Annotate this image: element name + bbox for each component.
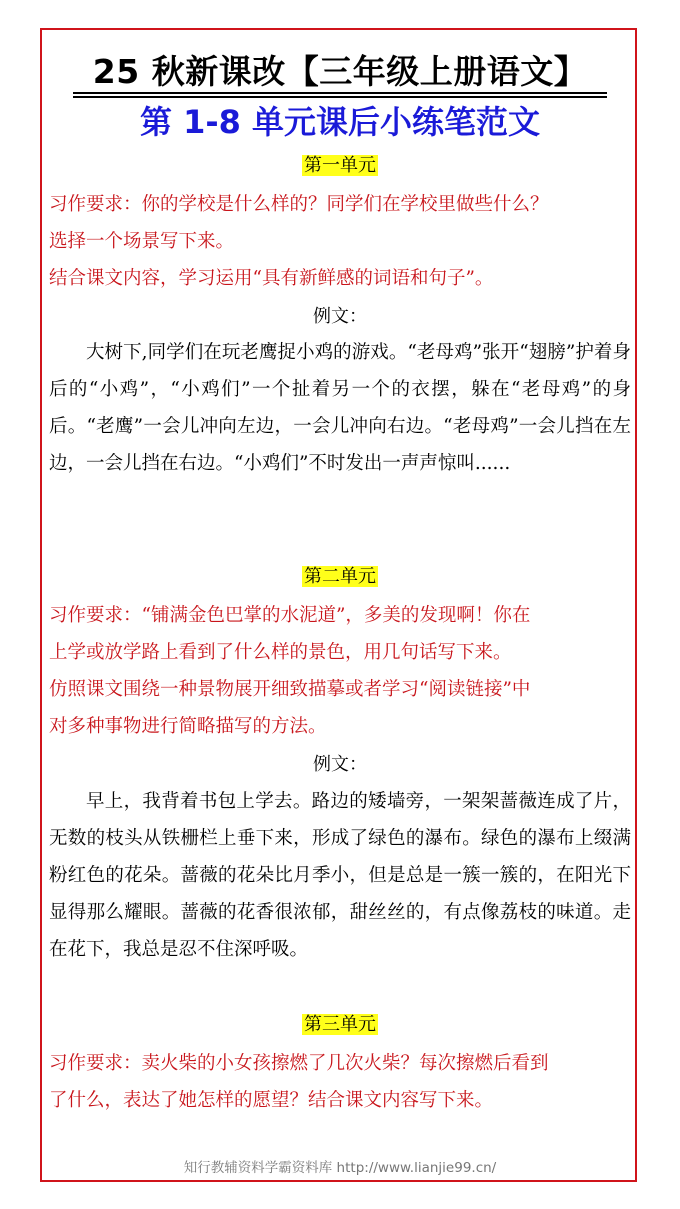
page-title: 25 秋新课改【三年级上册语文】 — [92, 52, 588, 91]
unit-2-requirement-line-1: 习作要求：“铺满金色巴掌的水泥道”，多美的发现啊！你在 — [49, 605, 531, 626]
unit-1-essay: 大树下,同学们在玩老鹰捉小鸡的游戏。“老母鸡”张开“翅膀”护着身后的“小鸡”，“小鸡们”一个扯着另一个的衣摆，躲在“老母鸡”的身后。“老鹰”一会儿冲向左边，一会儿冲向右边。“老母鸡”一会儿挡在左边，一会儿挡在右边。“小鸡们”不时发出一声声惊叫...... — [49, 342, 631, 474]
page-subtitle: 第 1-8 单元课后小练笔范文 — [139, 103, 541, 141]
unit-3-requirement-line-2: 了什么，表达了她怎样的愿望？结合课文内容写下来。 — [49, 1090, 494, 1111]
unit-1-requirement-line-2: 选择一个场景写下来。 — [49, 231, 235, 252]
unit-1-requirement-line-3: 结合课文内容，学习运用“具有新鲜感的词语和句子”。 — [49, 268, 494, 289]
unit-2-example-label: 例文： — [313, 754, 367, 775]
unit-heading-2: 第二单元 — [304, 566, 376, 587]
footer-watermark: 知行教辅资料学霸资料库 http://www.lianjie99.cn/ — [183, 1160, 497, 1176]
unit-3-requirement-line-1: 习作要求：卖火柴的小女孩擦燃了几次火柴？每次擦燃后看到 — [49, 1053, 549, 1074]
unit-heading-3: 第三单元 — [304, 1014, 376, 1035]
unit-2-essay: 早上，我背着书包上学去。路边的矮墙旁，一架架蔷薇连成了片，无数的枝头从铁栅栏上垂下来，形成了绿色的瀑布。绿色的瀑布上缀满粉红色的花朵。蔷薇的花朵比月季小，但是总是一簇一簇的，在阳光下显得那么耀眼。蔷薇的花香很浓郁，甜丝丝的，有点像荔枝的味道。走在花下，我总是忍不住深呼吸。 — [49, 791, 631, 960]
title-double-underline — [73, 92, 607, 98]
unit-2-requirement-line-4: 对多种事物进行简略描写的方法。 — [49, 716, 327, 737]
unit-heading-1: 第一单元 — [304, 155, 376, 176]
unit-2-requirement-line-3: 仿照课文围绕一种景物展开细致描摹或者学习“阅读链接”中 — [49, 679, 531, 700]
unit-1-requirement-line-1: 习作要求：你的学校是什么样的？同学们在学校里做些什么？ — [49, 194, 549, 215]
unit-2-requirement-line-2: 上学或放学路上看到了什么样的景色，用几句话写下来。 — [49, 642, 512, 663]
unit-1-example-label: 例文： — [313, 306, 367, 327]
